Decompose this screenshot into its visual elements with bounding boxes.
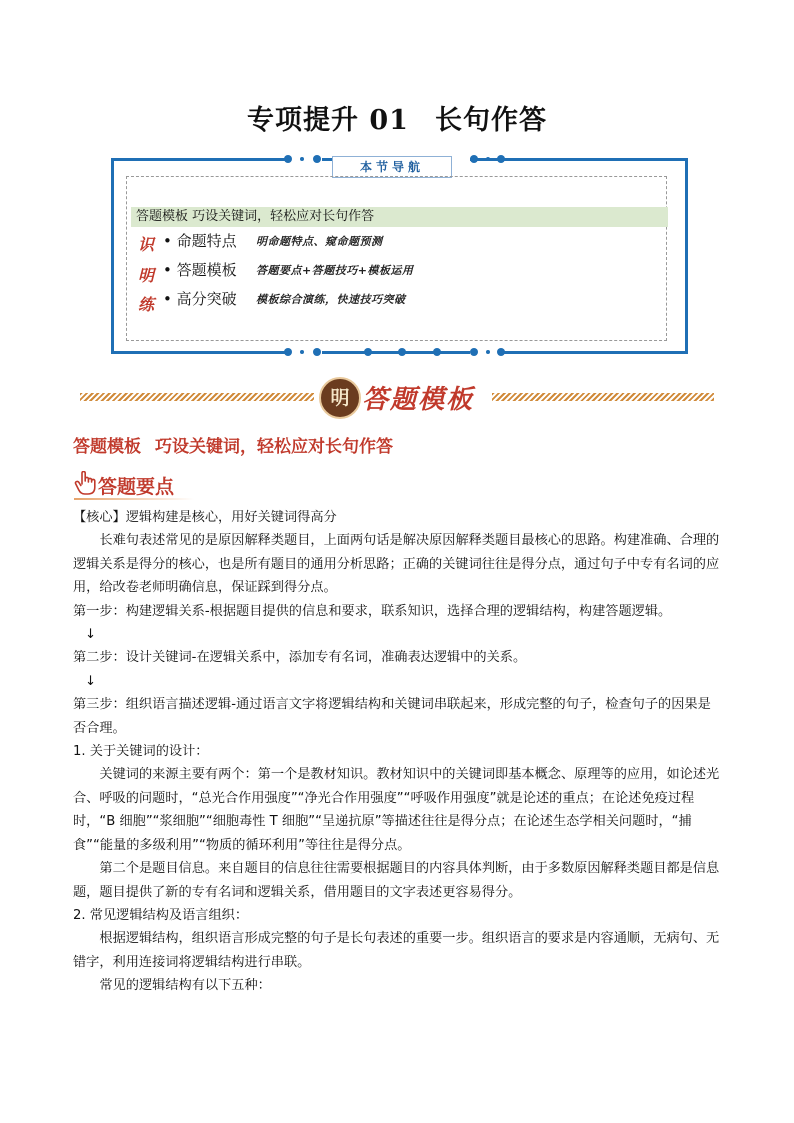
nav-side-char: 练 (138, 295, 155, 314)
nav-dot (470, 155, 478, 163)
banner-badge: 明 (319, 377, 361, 419)
banner-title: 答题模板 (362, 385, 475, 415)
nav-dot (470, 348, 478, 356)
section-heading-b: 巧设关键词，轻松应对长句作答 (155, 437, 393, 457)
nav-dot (398, 348, 406, 356)
content-body (73, 506, 723, 998)
nav-item-template[interactable]: • 答题模板 (163, 261, 237, 279)
step-1: 第一步：构建逻辑关系-根据题目提供的信息和要求，联系知识，选择合理的逻辑结构，构建答题逻辑。 (73, 603, 672, 619)
nav-bottom-line-left (111, 351, 288, 354)
section-heading (73, 432, 393, 457)
paragraph: 根据逻辑结构，组织语言形成完整的句子是长句表述的重要一步。组织语言的要求是内容通顺，无病句、无错字，利用连接词将逻辑结构进行串联。 (73, 931, 720, 970)
nav-dot (486, 157, 490, 161)
paragraph: 长难句表述常见的是原因解释类题目，上面两句话是解决原因解释类题目最核心的思路。构建准确、合理的逻辑关系是得分的核心，也是所有题目的通用分析思路；正确的关键词往往是得分点，通过句子中专有名词的应用，给改卷老师明确信息，保证踩到得分点。 (73, 533, 720, 596)
nav-bottom-line-right (504, 351, 688, 354)
nav-tab-title: 本节导航 (332, 156, 452, 178)
core-line: 【核心】逻辑构建是核心，用好关键词得高分 (73, 510, 337, 525)
sub-heading-underline (74, 498, 194, 500)
paragraph: 常见的逻辑结构有以下五种： (99, 978, 271, 994)
nav-side-char: 识 (138, 235, 155, 254)
nav-highlight-link[interactable]: 答题模板 巧设关键词，轻松应对长句作答 (131, 207, 668, 227)
down-arrow-icon: ↓ (85, 627, 97, 643)
nav-dot (364, 348, 372, 356)
title-part1: 专项提升 01 (247, 105, 409, 136)
banner-hatch-right (492, 393, 714, 401)
step-3: 第三步：组织语言描述逻辑-通过语言文字将逻辑结构和关键词串联起来，形成完整的句子，检查句子的因果是否合理。 (73, 697, 711, 736)
nav-dot (313, 348, 321, 356)
nav-bottom-line-mid (322, 351, 470, 354)
banner-hatch-left (80, 393, 314, 401)
paragraph: 关键词的来源主要有两个：第一个是教材知识。教材知识中的关键词即基本概念、原理等的应用，如论述光合、呼吸的问题时，“总光合作用强度”“净光合作用强度”“呼吸作用强度”就是论述的重点；在论述免疫过程时，“B 细胞”“浆细胞”“细胞毒性 T 细胞”“呈递抗原”等描述往往是得分点；在论述生态学相关问题时，“捕食”“能量的多级利用”“物质的循环利用”等往往是得分点。 (73, 767, 720, 853)
nav-dot (313, 155, 321, 163)
section-heading-a: 答题模板 (73, 437, 141, 457)
pointing-hand-icon (74, 471, 96, 495)
nav-top-line-left (111, 158, 288, 161)
nav-dot (433, 348, 441, 356)
nav-dot (284, 155, 292, 163)
heading-1: 1. 关于关键词的设计： (73, 744, 209, 760)
heading-2: 2. 常见逻辑结构及语言组织： (73, 907, 249, 923)
nav-item-breakthrough[interactable]: • 高分突破 (163, 290, 237, 308)
title-part2: 长句作答 (434, 105, 547, 136)
step-2: 第二步：设计关键词-在逻辑关系中，添加专有名词，准确表达逻辑中的关系。 (73, 650, 527, 666)
nav-side-char: 明 (138, 266, 155, 285)
nav-item-desc: 答题要点+答题技巧+模板运用 (256, 264, 414, 277)
nav-item-desc: 模板综合演练，快速技巧突破 (256, 293, 406, 306)
nav-dot (300, 350, 304, 354)
sub-heading: 答题要点 (98, 476, 175, 498)
nav-dot (300, 157, 304, 161)
nav-dot (284, 348, 292, 356)
nav-item-desc: 明命题特点、窥命题预测 (256, 235, 383, 248)
paragraph: 第二个是题目信息。来自题目的信息往往需要根据题目的内容具体判断，由于多数原因解释类题目都是信息题，题目提供了新的专有名词和逻辑关系，借用题目的文字表述更容易得分。 (73, 861, 720, 900)
nav-dot (497, 155, 505, 163)
nav-dot (486, 350, 490, 354)
page-title (0, 98, 794, 137)
nav-dot (497, 348, 505, 356)
nav-item-features[interactable]: • 命题特点 (163, 232, 237, 250)
down-arrow-icon: ↓ (85, 673, 97, 689)
